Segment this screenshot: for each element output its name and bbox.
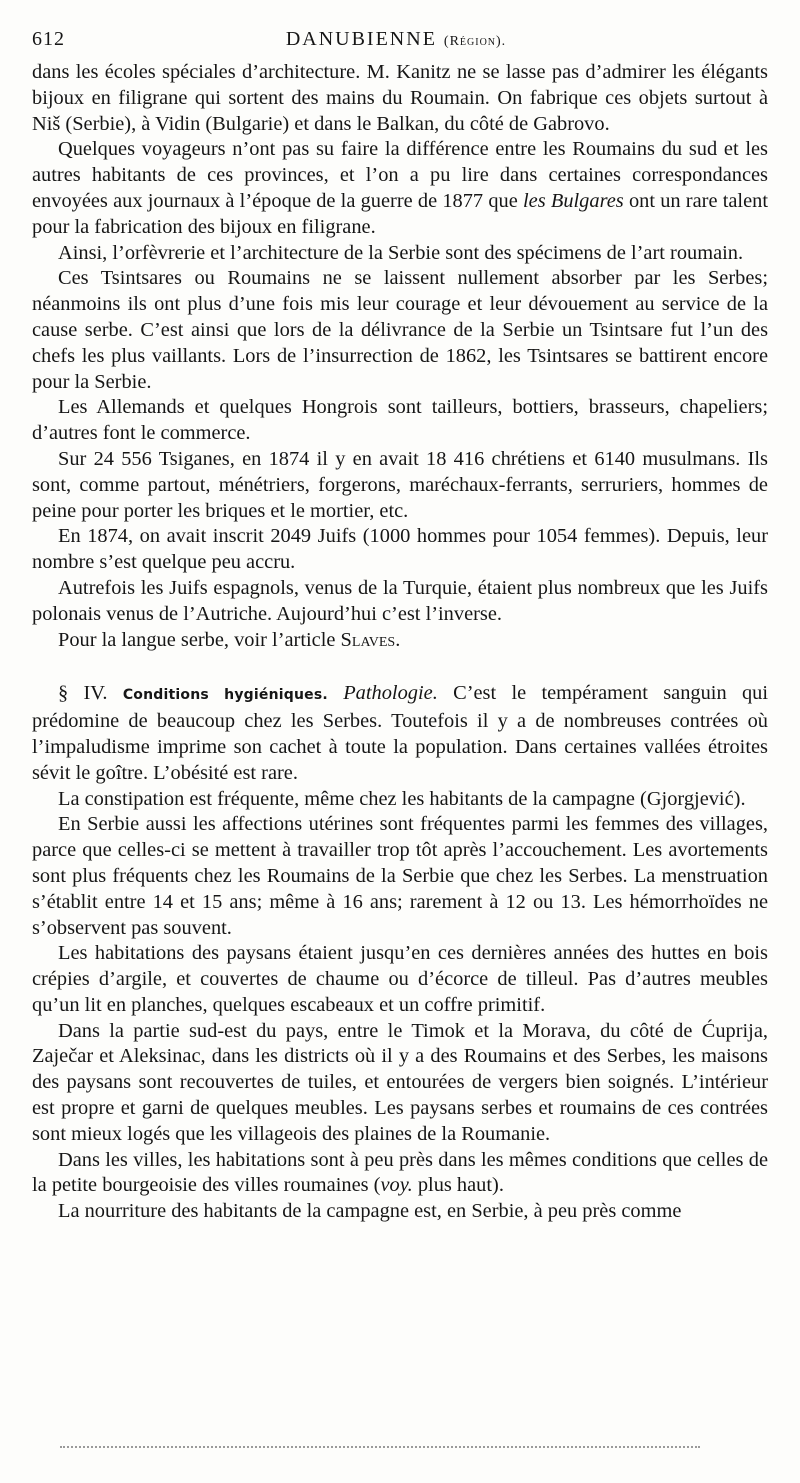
paragraph-14-italic: voy.	[380, 1174, 413, 1197]
paragraph-14-part-b: plus haut).	[412, 1174, 504, 1197]
section-iv-paragraph	[32, 681, 768, 786]
paragraph-10: La constipation est fréquente, même chez les habitants de la campagne (Gjorgjević).	[58, 787, 746, 810]
paragraph-8: Autrefois les Juifs espagnols, venus de la Turquie, étaient plus nombreux que les Juifs polonais venus de l’Autriche. Aujourd’hui c’est l’inverse.	[32, 576, 768, 625]
paragraph-2-italic: les Bulgares	[523, 189, 624, 212]
paragraph-6: Sur 24 556 Tsiganes, en 1874 il y en avait 18 416 chrétiens et 6140 musulmans. Ils sont, comme partout, ménétriers, forgerons, maréchaux-ferrants, serruriers, hommes de peine pour porter les briques et le mortier, etc.	[32, 447, 768, 522]
page-number: 612	[32, 28, 65, 50]
paragraph-2-part-b: ont un rare talent pour la fabrication des bijoux en filigrane.	[32, 189, 768, 238]
paragraph-2-part-a: Quelques voyageurs n’ont pas su faire la différence entre les Roumains du sud et les autres habitants de ces provinces, et l’on a pu lire dans certaines correspondances envoyées aux journaux à l’époque de la guerre de 1877 que	[32, 138, 768, 212]
paragraph-15: La nourriture des habitants de la campagne est, en Serbie, à peu près comme	[58, 1200, 682, 1223]
paragraph-7: En 1874, on avait inscrit 2049 Juifs (1000 hommes pour 1054 femmes). Depuis, leur nombre s’est quelque peu accru.	[32, 525, 768, 574]
paragraph-4: Ces Tsintsares ou Roumains ne se laissent nullement absorber par les Serbes; néanmoins ils ont plus d’une fois mis leur courage et leur dévouement au service de la cause serbe. C’est ainsi que lors de la délivrance de la Serbie un Tsintsare fut l’un des chefs les plus vaillants. Lors de l’insurrection de 1862, les Tsintsares se battirent encore pour la Serbie.	[32, 267, 768, 393]
section-title: Conditions hygiéniques.	[122, 687, 328, 704]
section-subtitle: Pathologie.	[343, 682, 438, 705]
paragraph-9-part-a: Pour la langue serbe, voir l’article	[58, 628, 341, 651]
paragraph-1: dans les écoles spéciales d’architecture. M. Kanitz ne se lasse pas d’admirer les élégants bijoux en filigrane qui sortent des mains du Roumain. On fabrique ces objets surtout à Niš (Serbie), à Vidin (Bulgarie) et dans le Balkan, du côté de Gabrovo.	[32, 61, 768, 135]
paragraph-9-part-b: .	[395, 628, 401, 651]
paragraph-14	[32, 1148, 768, 1200]
page-bottom-rule	[60, 1446, 700, 1448]
paragraph-13: Dans la partie sud-est du pays, entre le Timok et la Morava, du côté de Ćuprija, Zaječar et Aleksinac, dans les districts où il y a des Roumains et des Serbes, les maisons des paysans sont recouvertes de tuiles, et entourées de vergers bien soignés. L’intérieur est propre et garni de quelques meubles. Les paysans serbes et roumains de ces contrées sont mieux logés que les villageois des plaines de la Roumanie.	[32, 1019, 768, 1145]
running-title-main: DANUBIENNE	[285, 28, 437, 50]
paragraph-5: Les Allemands et quelques Hongrois sont tailleurs, bottiers, brasseurs, chapeliers; d’autres font le commerce.	[32, 396, 768, 445]
section-number: § IV.	[58, 682, 108, 705]
body-text	[32, 60, 768, 1225]
running-title-section: (Région).	[443, 34, 507, 49]
paragraph-9	[32, 628, 768, 654]
paragraph-3: Ainsi, l’orfèvrerie et l’architecture de la Serbie sont des spécimens de l’art roumain.	[58, 241, 744, 264]
paragraph-12: Les habitations des paysans étaient jusqu’en ces dernières années des huttes en bois crépies d’argile, et couvertes de chaume ou d’écorce de tilleul. Pas d’autres meubles qu’un lit en planches, quelques escabeaux et un coffre primitif.	[32, 942, 768, 1016]
paragraph-14-part-a: Dans les villes, les habitations sont à peu près dans les mêmes conditions que celles de la petite bourgeoisie des villes roumaines (	[32, 1148, 768, 1197]
paragraph-11: En Serbie aussi les affections utérines sont fréquentes parmi les femmes des villages, parce que celles-ci se mettent à travailler trop tôt après l’accouchement. Les avortements sont plus fréquents chez les Roumains de la Serbie que chez les Serbes. La menstruation s’établit entre 14 et 15 ans; même à 16 ans; rarement à 12 ou 13. Les hémorrhoïdes ne s’observent pas souvent.	[32, 813, 768, 939]
article-reference: Slaves	[340, 628, 396, 651]
running-title	[32, 28, 760, 51]
section-text: C’est le tempérament sanguin qui prédomine de beaucoup chez les Serbes. Toutefois il y a de nombreuses contrées où l’impaludisme imprime son cachet à toute la population. Dans certaines vallées étroites sévit le goître. L’obésité est rare.	[32, 682, 769, 784]
page-header	[32, 28, 760, 52]
paragraph-2	[32, 137, 768, 240]
